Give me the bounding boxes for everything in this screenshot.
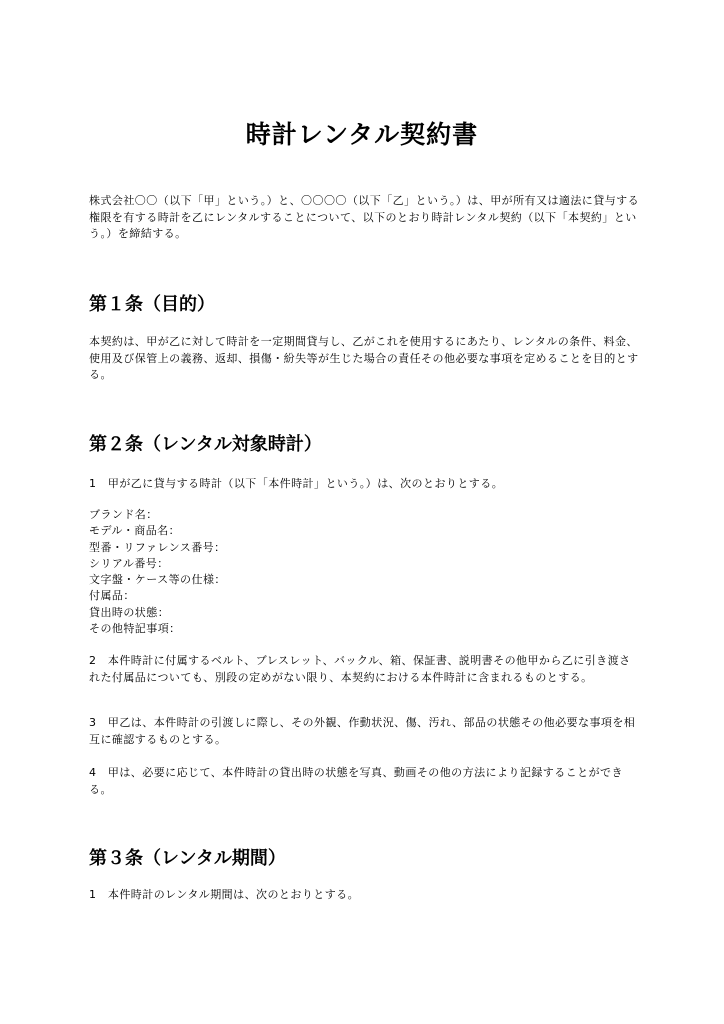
article-2-clause-1: 1 甲が乙に貸与する時計（以下「本件時計」という。）は、次のとおりとする。 (89, 477, 504, 490)
spec-item-accessories: 付属品： (89, 589, 135, 603)
article-2-clause-2: 2 本件時計に付属するベルト、ブレスレット、バックル、箱、保証書、説明書その他甲から乙に引き渡された付属品についても、別段の定めがない限り、本契約における本件時計に含まれるものとする。 (89, 654, 631, 684)
spec-item-condition: 貸出時の状態： (89, 605, 170, 619)
spec-item-model: モデル・商品名： (89, 524, 181, 538)
article-3-heading: 第３条（レンタル期間） (89, 848, 286, 869)
spec-item-reference: 型番・リファレンス番号： (89, 540, 226, 554)
article-2-clause-4: 4 甲は、必要に応じて、本件時計の貸出時の状態を写真、動画その他の方法により記録することができる。 (89, 766, 623, 796)
document-title: 時計レンタル契約書 (245, 120, 479, 149)
article-3-clause-1: 1 本件時計のレンタル期間は、次のとおりとする。 (89, 888, 360, 901)
spec-item-serial: シリアル番号： (89, 556, 169, 570)
article-2-heading: 第２条（レンタル対象時計） (89, 434, 322, 455)
spec-item-other: その他特記事項： (89, 622, 181, 636)
preamble-paragraph: 株式会社〇〇（以下「甲」という。）と、〇〇〇〇（以下「乙」という。）は、甲が所有又は適法に貸与する権限を有する時計を乙にレンタルすることについて、以下のとおり時計レンタル契約（以下「本契約」という。）を締結する。 (89, 194, 640, 240)
spec-item-dial-case: 文字盤・ケース等の仕様： (89, 573, 226, 587)
article-1-heading: 第１条（目的） (89, 294, 215, 315)
watch-spec-list (89, 507, 641, 637)
article-2-clause-3: 3 甲乙は、本件時計の引渡しに際し、その外観、作動状況、傷、汚れ、部品の状態その他必要な事項を相互に確認するものとする。 (89, 716, 636, 746)
article-1-body: 本契約は、甲が乙に対して時計を一定期間貸与し、乙がこれを使用するにあたり、レンタルの条件、料金、使用及び保管上の義務、返却、損傷・紛失等が生じた場合の責任その他必要な事項を定めることを目的とする。 (89, 335, 639, 381)
spec-item-brand: ブランド名： (89, 508, 158, 521)
